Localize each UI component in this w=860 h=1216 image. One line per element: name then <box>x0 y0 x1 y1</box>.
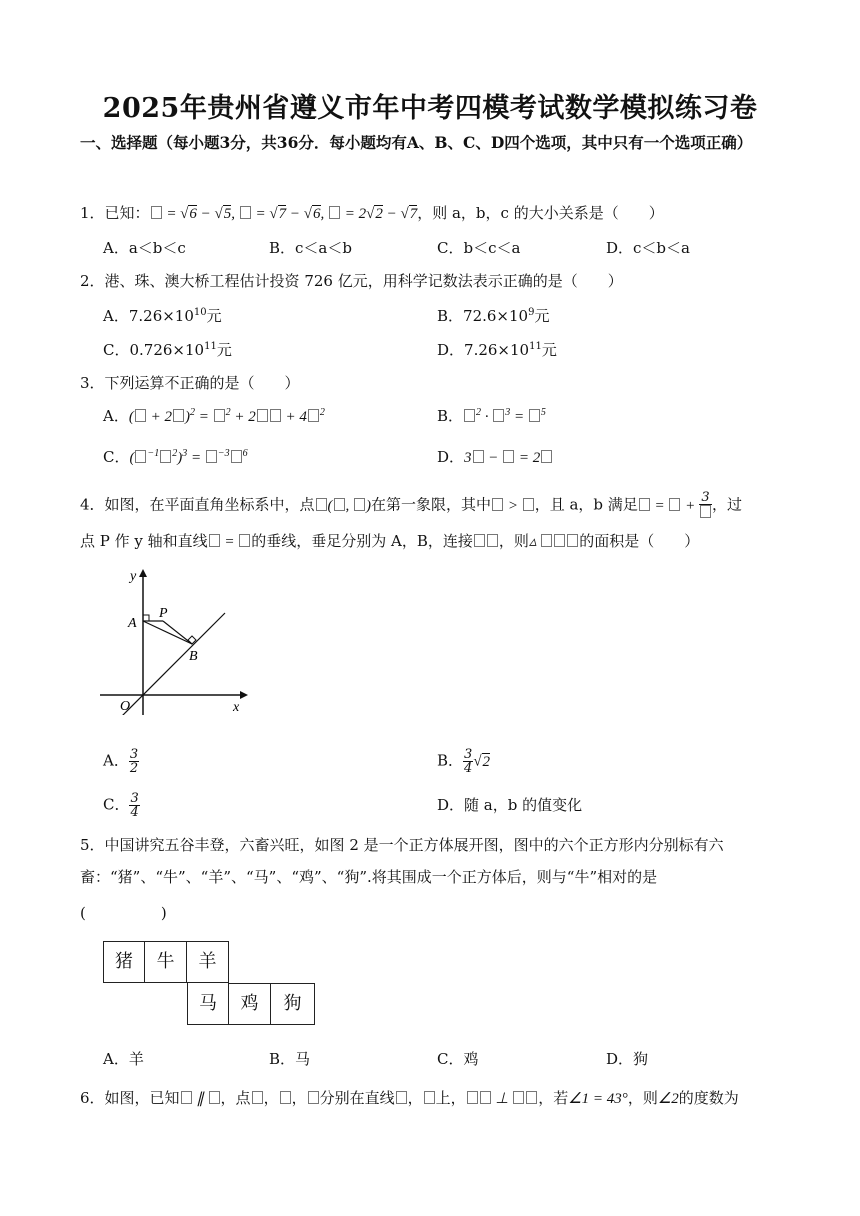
q4-coordinate-figure <box>95 565 255 715</box>
q5-option-d: D．狗 <box>606 1050 649 1068</box>
q3-option-b: B． $^2$ · $^3$ = $^5$ <box>437 407 546 425</box>
q5-option-a: A．羊 <box>103 1050 144 1068</box>
fig-label-a: A <box>128 616 137 631</box>
cube-net-figure <box>103 941 315 1027</box>
net-cell: 羊 <box>187 941 229 983</box>
q4-option-d: D．随 a，b 的值变化 <box>437 796 583 814</box>
q1-option-a: A．a＜b＜c <box>103 239 186 257</box>
fig-label-y: y <box>130 569 137 584</box>
fig-label-p: P <box>159 606 168 621</box>
net-cell: 马 <box>187 983 229 1025</box>
q4-option-b: B． $\frac{3}{4}$ √2 <box>437 747 491 776</box>
q3-option-a: A．( + 2 )$^2$ = $^2$ + 2 + 4 $^2$ <box>103 407 325 425</box>
net-cell: 鸡 <box>229 983 271 1025</box>
question-6: 6．如图，已知 ∥ ，点 ， ， 分别在直线 ， 上， ⊥ ，若∠1 = 43°，则∠2的度数为 <box>80 1089 739 1107</box>
q1-option-b: B．c＜a＜b <box>269 239 352 257</box>
q5-option-b: B．马 <box>269 1050 311 1068</box>
q2-option-d: D．$7.26\times 10^{11}$元 <box>437 341 557 359</box>
page-title: 2025年贵州省遵义市年中考四模考试数学模拟练习卷 <box>102 93 758 124</box>
q1-option-d: D．c＜b＜a <box>606 239 690 257</box>
question-3: 3．下列运算不正确的是（ ） <box>80 374 300 392</box>
q1-option-c: C．b＜c＜a <box>437 239 521 257</box>
question-4-line-2: 点 P 作 y 轴和直线 = 的垂线，垂足分别为 A，B，连接 ，则▵ 的面积是（ ） <box>80 532 700 550</box>
q2-option-b: B．$72.6\times 10^9$元 <box>437 307 550 325</box>
section-heading: 一、选择题（每小题3分，共36分．每小题均有A、B、C、D四个选项，其中只有一个选项正确） <box>80 133 753 152</box>
fig-label-b: B <box>189 649 198 664</box>
q2-option-a: A．$7.26\times 10^{10}$元 <box>103 307 222 325</box>
net-cell: 狗 <box>271 983 315 1025</box>
fig-label-o: O <box>120 699 131 714</box>
question-5-line-3: ( ) <box>80 904 167 922</box>
net-cell: 牛 <box>145 941 187 983</box>
q2-option-c: C．$0.726\times 10^{11}$元 <box>103 341 232 359</box>
net-cell: 猪 <box>103 941 145 983</box>
q4-option-c: C． $\frac{3}{4}$ <box>103 791 139 820</box>
question-1: 1．已知： = √6 − √5, = √7 − √6, = 2√2 − √7，则 a，b，c 的大小关系是（ ） <box>80 204 664 222</box>
question-2: 2．港、珠、澳大桥工程估计投资 726 亿元，用科学记数法表示正确的是（ ） <box>80 272 623 290</box>
q1-formula: = √6 − √5, = √7 − √6, = 2√2 − √7 <box>150 206 418 222</box>
q3-option-d: D．3 − = 2 <box>437 446 553 467</box>
question-5-line-2: 畜：“猪”、“牛”、“羊”、“马”、“鸡”、“狗”.将其围成一个正方体后，则与“牛”相对的是 <box>80 868 658 886</box>
q3-option-c: C．( $^{-1}$ $^2$)$^3$ = $^{-3}$ $^6$ <box>103 448 248 466</box>
question-5-line-1: 5．中国讲究五谷丰登，六畜兴旺，如图 2 是一个正方体展开图，图中的六个正方形内分别标有六 <box>80 836 724 854</box>
question-4-line-1: 4．如图，在平面直角坐标系中，点 ( , )在第一象限，其中 > ，且 a，b 满足 = + 3 ，过 <box>80 491 742 520</box>
q4-option-a: A． $\frac{3}{2}$ <box>103 747 139 776</box>
fig-label-x: x <box>233 700 240 715</box>
q5-option-c: C．鸡 <box>437 1050 479 1068</box>
